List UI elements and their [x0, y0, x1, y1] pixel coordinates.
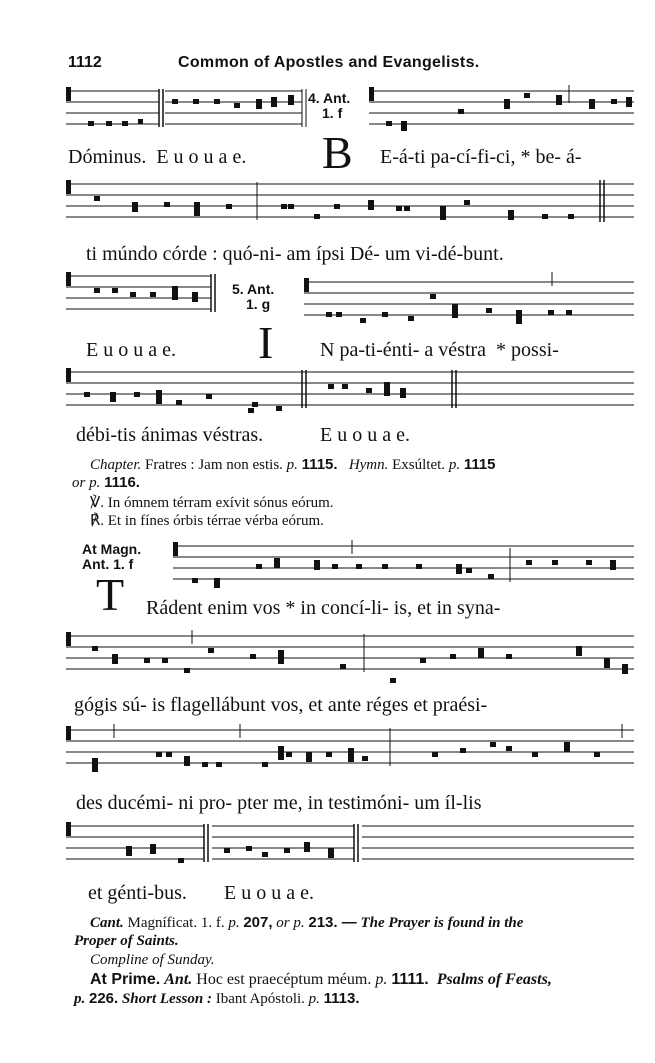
versicle: ℣. In ómnem térram exívit sónus eórum.: [90, 495, 334, 511]
chant-staff-5-graphic: [66, 538, 634, 590]
chant-staff-7-graphic: [66, 722, 634, 782]
canticle-line: Cant. Magníficat. 1. f. p. 207, or p. 213. — The Prayer is found in the: [90, 914, 524, 931]
chant-staff-3: [66, 268, 634, 328]
chant-staff-4-graphic: [66, 364, 634, 416]
lyric-line-8: et génti-bus.: [88, 882, 187, 904]
lyric-line-7: des ducémi- ni pro- pter me, in testimóni- um íl-lis: [76, 792, 482, 814]
lyric-line-1b: E-á-ti pa-cí-fi-ci, * be- á-: [380, 146, 582, 168]
magnificat-label: At Magn. Ant. 1. f: [82, 541, 142, 572]
lyric-line-6: gógis sú- is flagellábunt vos, et ante réges et praési-: [74, 694, 488, 716]
lyric-line-1: Dóminus. E u o u a e.: [68, 146, 247, 168]
chant-staff-8-graphic: [66, 818, 634, 878]
chant-staff-3-graphic: [66, 268, 634, 328]
proper-line: Proper of Saints.: [74, 933, 179, 949]
chapter-line: Chapter. Fratres : Jam non estis. p. 1115. Hymn. Exsúltet. p. 1115: [90, 456, 496, 473]
chant-staff-6-graphic: [66, 628, 634, 688]
prime-line: At Prime. Ant. Hoc est praecéptum méum. p. 1111. Psalms of Feasts,: [90, 971, 552, 988]
antiphon-5-initial: I: [258, 317, 274, 368]
chant-staff-2-graphic: [66, 176, 634, 228]
compline-line: Compline of Sunday.: [90, 952, 215, 968]
lyric-line-2: ti múndo córde : quó-ni- am ípsi Dé- um vi-dé-bunt.: [86, 243, 504, 265]
magnificat-initial: T: [96, 569, 125, 620]
lyric-line-8b: E u o u a e.: [224, 882, 314, 904]
chant-staff-7: [66, 722, 634, 782]
chapter-line-2: or p. 1116.: [72, 474, 140, 491]
lyric-line-4: débi-tis ánimas véstras.: [76, 424, 264, 446]
chant-staff-8: [66, 818, 634, 878]
lyric-line-5: Rádent enim vos * in concí-li- is, et in syna-: [146, 597, 501, 619]
antiphon-4-initial: B: [322, 127, 353, 178]
chant-staff-6: [66, 628, 634, 688]
antiphon-5-label: 5. Ant. 1. g: [232, 281, 275, 312]
chant-staff-4: [66, 364, 634, 416]
chant-staff-5: [66, 538, 634, 590]
lyric-line-3: E u o u a e.: [86, 339, 176, 361]
lyric-line-4b: E u o u a e.: [320, 424, 410, 446]
lyric-line-3b: N pa-ti-énti- a véstra * possi-: [320, 339, 559, 361]
antiphon-4-label: 4. Ant. 1. f: [308, 90, 351, 121]
response: ℟. Et in fínes órbis térrae vérba eórum.: [90, 513, 324, 529]
chant-staff-2: [66, 176, 634, 228]
page-title: Common of Apostles and Evangelists.: [178, 54, 480, 71]
page-number: 1112: [68, 54, 102, 71]
short-lesson-line: p. 226. Short Lesson : Ibant Apóstoli. p. 1113.: [74, 990, 360, 1007]
